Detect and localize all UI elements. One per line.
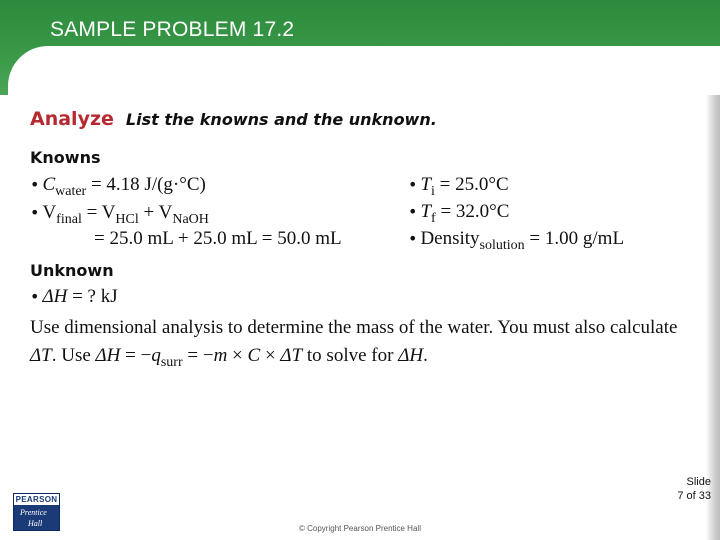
known-t-initial: • $T_i = 25.0^\circ C$ <box>408 174 509 199</box>
bullet: • <box>408 229 418 248</box>
known-v-final: • $V_{final} = V_{HCl} + V_{NaOH}$ <box>30 202 209 227</box>
bullet: • <box>30 175 40 194</box>
analyze-label: Analyze <box>30 108 114 130</box>
bullet: • <box>408 202 418 221</box>
pearson-logo: PEARSON Prentice Hall <box>13 493 60 531</box>
slide-number: Slide 7 of 33 <box>677 476 711 502</box>
slide-title: SAMPLE PROBLEM 17.2 <box>50 18 295 41</box>
bullet: • <box>30 203 40 222</box>
copyright-text: © Copyright Pearson Prentice Hall <box>299 524 421 533</box>
unknown-delta-h: • ΔH = ? kJ <box>30 286 118 307</box>
instruction-paragraph: Use dimensional analysis to determine the mass of the water. You must also calculate ΔT. Use $\Delta H = -q_{surr} = -m \times C \times \Delta T$ to solve for ΔH. <box>30 317 678 370</box>
unknown-heading: Unknown <box>30 261 114 280</box>
known-c-water: • $C_{water} = 4.18$ J/(g·°C) <box>30 174 206 199</box>
bullet: • <box>408 175 418 194</box>
slide-content <box>30 108 680 370</box>
bullet: • <box>30 287 40 306</box>
side-strip <box>706 95 720 540</box>
analyze-row <box>30 108 680 138</box>
known-v-final-value: = 25.0 mL + 25.0 mL = 50.0 mL <box>94 228 342 249</box>
known-t-final: • $T_f = 32.0^\circ C$ <box>408 201 510 226</box>
header-curve <box>8 46 720 106</box>
known-density: • Density$_{solution}$ = 1.00 g/mL <box>408 228 625 253</box>
knowns-heading: Knowns <box>30 148 101 167</box>
analyze-description: List the knowns and the unknown. <box>125 110 437 129</box>
